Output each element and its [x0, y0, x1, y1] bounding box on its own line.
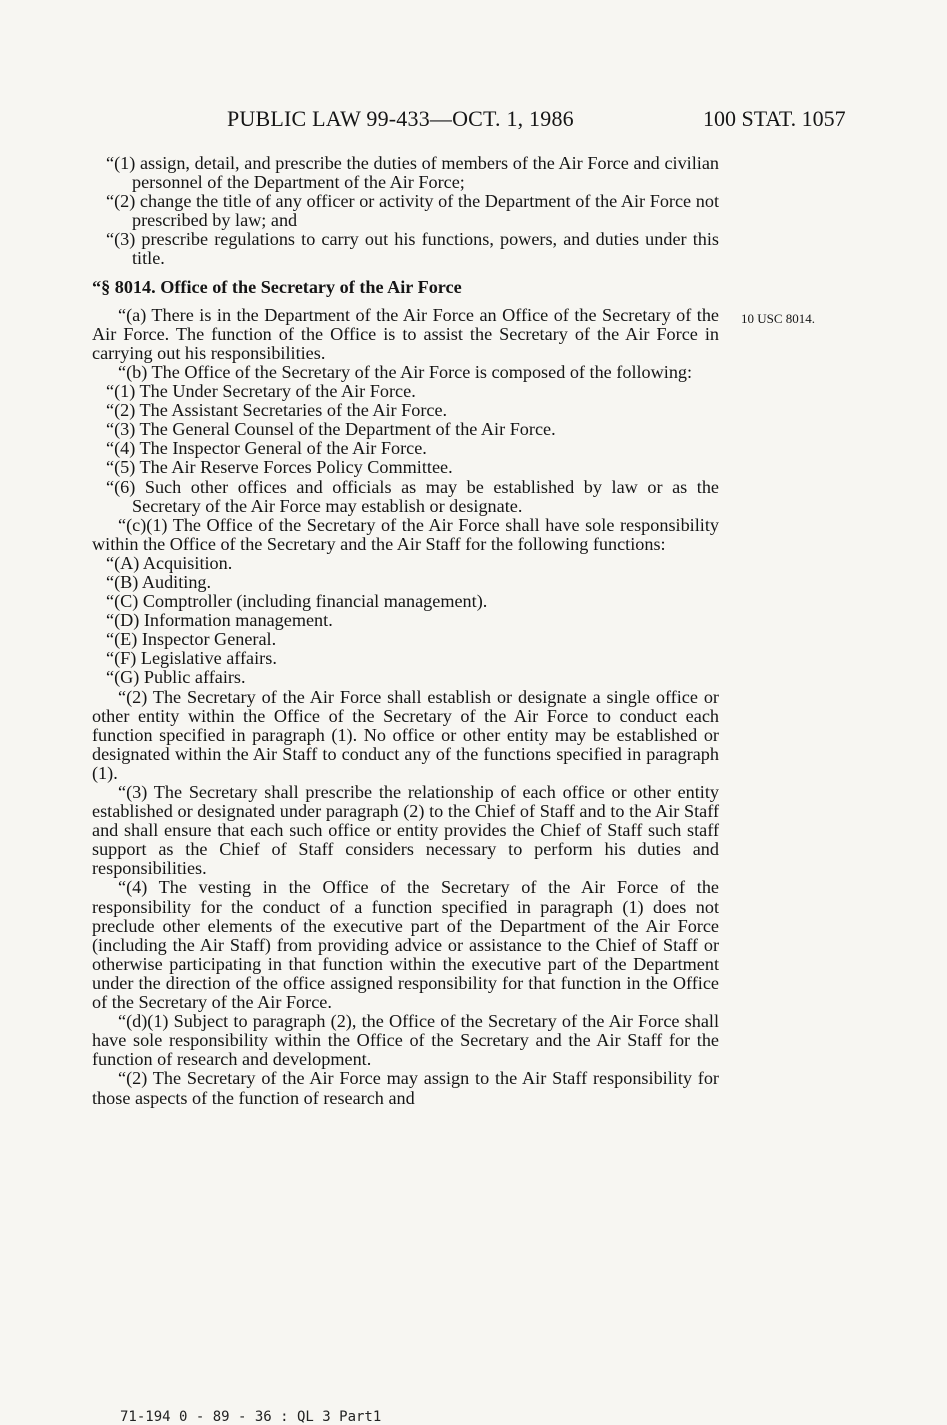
margin-note: 10 USC 8014.	[741, 311, 816, 326]
paragraph: “(F) Legislative affairs.	[106, 648, 277, 669]
paragraph: “(2) The Secretary of the Air Force shall establish or designate a single office or other entity within the Office of the Secretary of the Air Force to conduct each function specified in paragraph (1). No office or other entity may be established or designated within the Air Staff to conduct any of the functions specified in paragraph (1).	[92, 686, 719, 783]
paragraph: “(2) The Assistant Secretaries of the Air Force.	[106, 400, 448, 421]
paragraph: “(D) Information management.	[106, 610, 333, 631]
paragraph: “(6) Such other offices and officials as may be established by law or as the Secretary of the Air Force may establish or designate.	[106, 476, 719, 516]
paragraph: “(2) change the title of any officer or activity of the Department of the Air Force not prescribed by law; and	[106, 191, 719, 231]
paragraph: “(A) Acquisition.	[106, 552, 233, 573]
law-citation: PUBLIC LAW 99-433—OCT. 1, 1986	[227, 106, 574, 131]
paragraph: “(E) Inspector General.	[106, 629, 277, 650]
paragraph: “(1) The Under Secretary of the Air Force.	[106, 381, 416, 402]
paragraph: “(3) The Secretary shall prescribe the relationship of each office or other entity established or designated under paragraph (2) to the Chief of Staff and to the Air Staff and shall ensure that each such office or entity provides the Chief of Staff such staff support as the Chief of Staff considers necessary to perform his duties and responsibilities.	[92, 782, 719, 879]
section-heading: “§ 8014. Office of the Secretary of the Air Force	[92, 276, 462, 297]
body-text	[92, 154, 719, 1108]
print-footer: 71-194 0 - 89 - 36 : QL 3 Part1	[120, 1409, 382, 1425]
statute-page-number: 100 STAT. 1057	[703, 106, 846, 131]
paragraph: “(1) assign, detail, and prescribe the duties of members of the Air Force and civilian personnel of the Department of the Air Force;	[106, 153, 719, 193]
paragraph: “(2) The Secretary of the Air Force may assign to the Air Staff responsibility for those aspects of the function of research and	[92, 1068, 719, 1108]
paragraph: “(c)(1) The Office of the Secretary of the Air Force shall have sole responsibility within the Office of the Secretary and the Air Staff for the following functions:	[92, 514, 719, 554]
paragraph: “(3) The General Counsel of the Department of the Air Force.	[106, 419, 556, 440]
paragraph: “(C) Comptroller (including financial management).	[106, 591, 488, 612]
page-header	[0, 106, 947, 136]
paragraph: “(a) There is in the Department of the Air Force an Office of the Secretary of the Air Force. The function of the Office is to assist the Secretary of the Air Force in carrying out his responsibilities.	[92, 304, 719, 363]
paragraph: “(5) The Air Reserve Forces Policy Committee.	[106, 457, 453, 478]
paragraph: “(d)(1) Subject to paragraph (2), the Office of the Secretary of the Air Force shall have sole responsibility within the Office of the Secretary and the Air Staff for the function of research and development.	[92, 1011, 719, 1070]
paragraph: “(B) Auditing.	[106, 571, 212, 592]
paragraph: “(3) prescribe regulations to carry out his functions, powers, and duties under this title.	[106, 229, 719, 269]
paragraph: “(G) Public affairs.	[106, 667, 246, 688]
paragraph: “(4) The vesting in the Office of the Secretary of the Air Force of the responsibility for the conduct of a function specified in paragraph (1) does not preclude other elements of the executive part of the Department of the Air Force (including the Air Staff) from providing advice or assistance to the Chief of Staff or otherwise participating in that function within the executive part of the Department under the direction of the office assigned responsibility for that function in the Office of the Secretary of the Air Force.	[92, 877, 719, 1013]
paragraph: “(4) The Inspector General of the Air Force.	[106, 438, 427, 459]
paragraph: “(b) The Office of the Secretary of the Air Force is composed of the following:	[118, 361, 693, 382]
